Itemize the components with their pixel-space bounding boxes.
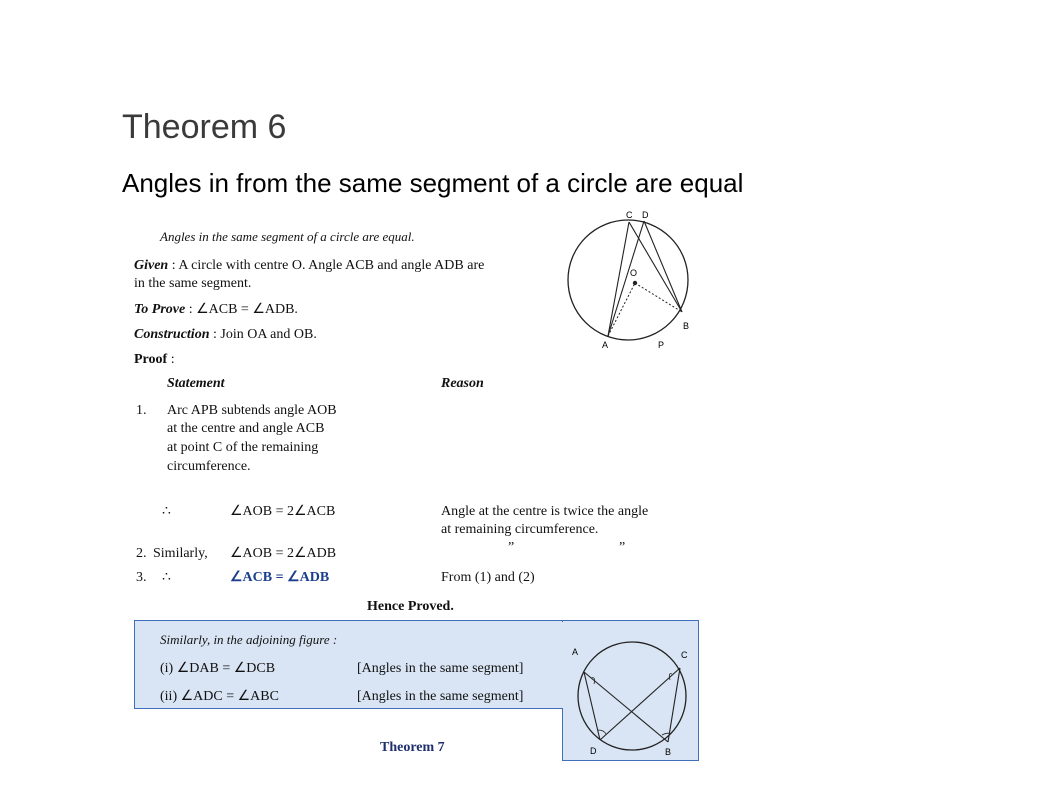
slide-subtitle: Angles in from the same segment of a circle are equal (122, 168, 744, 198)
box-line2-equation: (ii) ∠ADC = ∠ABC (160, 689, 279, 704)
circle-figure-1 (560, 208, 700, 358)
fig2-line-ab (584, 672, 668, 742)
step1-equation: ∠AOB = 2∠ACB (230, 504, 336, 519)
fig2-angle-d (598, 730, 606, 734)
step1-reason-2: at remaining circumference. (441, 522, 599, 537)
step3-equation: ∠ACB = ∠ADB (230, 570, 330, 585)
box-intro: Similarly, in the adjoining figure : (160, 632, 338, 647)
ditto-mark-2: ” (619, 540, 626, 555)
step1-reason-1: Angle at the centre is twice the angle (441, 504, 649, 519)
fig1-label-b: B (683, 321, 690, 331)
step1-line-4: circumference. (167, 459, 251, 474)
step3-reason: From (1) and (2) (441, 570, 535, 585)
theorem-7-caption: Theorem 7 (380, 740, 445, 755)
fig1-label-a: A (602, 340, 609, 350)
reason-header: Reason (441, 376, 484, 391)
step1-number: 1. (136, 403, 147, 418)
given-label: Given (134, 258, 169, 273)
fig1-line-oa (608, 283, 635, 336)
slide-title: Theorem 6 (122, 108, 287, 146)
therefore-symbol-1: ∴ (162, 504, 171, 519)
construction-label: Construction (134, 327, 210, 342)
to-prove-text: ∠ACB = ∠ADB. (196, 302, 298, 317)
box-line1-equation: (i) ∠DAB = ∠DCB (160, 661, 276, 676)
to-prove-line: To Prove : ∠ACB = ∠ADB. (134, 302, 298, 317)
statement-header: Statement (167, 376, 225, 391)
hence-proved: Hence Proved. (367, 599, 454, 614)
step2-equation: ∠AOB = 2∠ADB (230, 546, 337, 561)
fig2-line-ad (584, 672, 600, 740)
step1-line-2: at the centre and angle ACB (167, 421, 325, 436)
given-line-1: Given : A circle with centre O. Angle ACB and angle ADB are (134, 258, 485, 273)
fig1-line-db (644, 221, 682, 312)
to-prove-label: To Prove (134, 302, 186, 317)
step1-line-3: at point C of the remaining (167, 440, 319, 455)
circle-figure-2 (564, 638, 698, 760)
construction-line: Construction : Join OA and OB. (134, 327, 317, 342)
fig1-line-ob (635, 283, 682, 312)
scan-heading: Angles in the same segment of a circle are equal. (160, 229, 415, 244)
fig2-label-b: B (665, 747, 672, 757)
fig1-label-d: D (642, 210, 649, 220)
fig1-line-cb (629, 222, 682, 312)
given-text-2: in the same segment. (134, 276, 252, 291)
fig2-label-c: C (681, 650, 688, 660)
step2-word: Similarly, (153, 546, 208, 561)
ditto-mark-1: ” (508, 540, 515, 555)
step2-number: 2. (136, 546, 147, 561)
fig2-line-dc (600, 668, 680, 740)
fig2-label-d: D (590, 746, 597, 756)
step1-line-1: Arc APB subtends angle AOB (167, 403, 337, 418)
box-line1-reason: [Angles in the same segment] (357, 661, 524, 676)
fig1-label-c: C (626, 210, 633, 220)
fig1-centre-dot (633, 281, 637, 285)
fig1-label-p: P (658, 340, 665, 350)
given-text-1: A circle with centre O. Angle ACB and angle ADB are (178, 258, 485, 273)
fig2-label-a: A (572, 647, 579, 657)
fig1-circle (568, 220, 688, 340)
box-line2-reason: [Angles in the same segment] (357, 689, 524, 704)
step3-number: 3. (136, 570, 147, 585)
construction-text: Join OA and OB. (220, 327, 317, 342)
therefore-symbol-2: ∴ (162, 570, 171, 585)
proof-label: Proof (134, 352, 168, 367)
fig1-label-o: O (630, 268, 638, 278)
proof-line: Proof : (134, 352, 175, 367)
